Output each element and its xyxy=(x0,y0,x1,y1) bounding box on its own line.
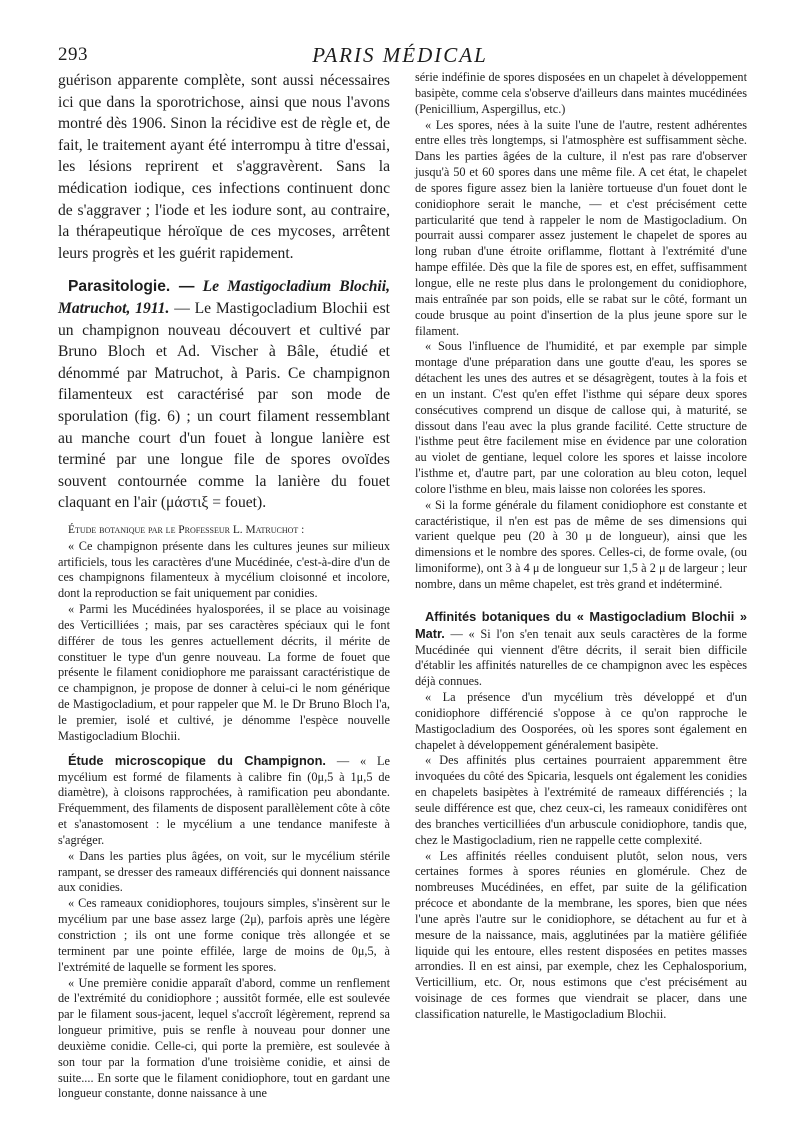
body-paragraph: « Des affinités plus certaines pourraient apparemment être invoquées du côté des Spicaria, lesquels ont également les conidies en chapelets basipètes à l'extrémité de rameaux différenciés ; la seule différence est que, chez ceux-ci, les rameaux conidifères ont des branches verticilliées d'un arbuscule conidiophore, tandis que, chez le Mastigocladium, rien ne rappelle cette complexité. xyxy=(415,753,747,847)
affinities-label: Affinités botaniques du « Mastigocladium Blochii » Matr. xyxy=(415,608,747,641)
intro-paragraph: guérison apparente complète, sont aussi nécessaires ici que dans la sporotrichose, ainsi que nous l'avons montré dès 1906. Sinon la récidive est de règle et, de fait, le traitement ayant été interrompu à titre d'essai, les lésions reprirent et s'aggravèrent. Sans la médication iodique, ces infections continuent donc de s'aggraver ; l'iode et les iodure sont, au contraire, la thérapeutique héroïque de ces mycoses, arrêtent leurs progrès et les guérit rapidement. xyxy=(58,72,390,262)
botanical-study-label: Étude botanique par le Professeur L. Matruchot : xyxy=(68,523,305,536)
body-paragraph: « Les affinités réelles conduisent plutôt, selon nous, vers certaines formes à spores réunies en glomérule. Chez de nombreuses Mucédinées, en effet, par suite de la gélification précoce et abondante de la membrane, les spores, bien que nées l'une après l'autre sur le conidiophore, se détachent au fur et à mesure de la naissance, mais, agglutinées par la matière gélifiée liquide qui les entoure, elles restent disposées en petites masses arrondies. Il en est ainsi, par exemple, chez les Cephalosporium, Verticillium, etc. Or, nous estimons que c'est précisément au voisinage de ces formes que viendrait se placer, dans une classification naturelle, le Mastigocladium Blochii. xyxy=(415,848,747,1021)
microscopic-study-paragraph xyxy=(58,753,390,849)
section-heading xyxy=(58,276,390,514)
affinities-text: — « Si l'on s'en tenait aux seuls caractères de la forme Mucédinée qui viennent d'être décrits, il serait bien difficile d'établir les affinités naturelles de ce champignon avec les espèces déjà connues. xyxy=(415,626,747,689)
body-paragraph: « Les spores, nées à la suite l'une de l'autre, restent adhérentes entre elles très longtemps, si l'atmosphère est suffisamment sèche. Dans les parties âgées de la culture, il n'est pas rare d'observer jusqu'à 50 et 60 spores dans une même file. A cet état, le chapelet de spores figure assez bien la lanière tortueuse d'un fouet dont le conidiophore serait le manche, — et c'est précisément cette particularité que tend à rappeler le nom de Mastigocladium. On pourrait aussi comparer assez justement le chapelet de spores au long ruban d'une étroite oriflamme, flottant à l'extrémité d'une hampe effilée. Dès que la file de spores est, en effet, suffisamment longue, elle ne reste plus dans le prolongement du conidiophore, mais entraînée par son poids, elle se rabat sur le côté, formant un coude brusque au point d'insertion de la plus jeune spore sur le filament. xyxy=(415,117,747,338)
body-paragraph: « Sous l'influence de l'humidité, et par exemple par simple montage d'une préparation dans une goutte d'eau, les spores se détachent les unes des autres et se désagrègent, toutes à la fois et en un instant. C'est qu'en effet l'isthme qui sépare deux spores consécutives comprend un disque de callose qui, à maturité, se dissout dans l'eau avec la plus grande facilité. Cette structure de l'isthme peut être facilement mise en évidence par une coloration au violet de gentiane, lequel colore les spores et laisse incolore l'isthme et, d'autre part, par une coloration au bleu coton, lequel colore l'isthme en bleu, mais laisse non colorées les spores. xyxy=(415,339,747,496)
body-paragraph: « Ces rameaux conidiophores, toujours simples, s'insèrent sur le mycélium par une base assez large (2μ), parfois après une légère constriction ; ils ont une forme conique très allongée et se terminent par une pointe effilée, large de moins de 0μ,5, à l'extrémité de laquelle se forment les spores. xyxy=(58,896,390,974)
journal-title: PARIS MÉDICAL xyxy=(312,43,488,67)
botanical-study-heading xyxy=(58,522,390,539)
body-paragraph: « La présence d'un mycélium très développé et d'un conidiophore différencié s'oppose à ce qu'on rapproche le Mastigocladium des Oosporées, où les spores sont également en chapelet à développement généralement basipète. xyxy=(415,690,747,752)
body-paragraph: « Dans les parties plus âgées, on voit, sur le mycélium stérile rampant, se dresser des rameaux différenciés qui donnent naissance aux conidies. xyxy=(58,848,391,895)
section-title: Le Mastigocladium Blochii, Matruchot, 1911. xyxy=(58,278,390,317)
body-paragraph: « Parmi les Mucédinées hyalosporées, il se place au voisinage des Verticilliées ; mais, par ses caractères spéciaux qui le font différer de tous les genres actuellement décrits, il mérite de constituer le type d'un genre nouveau. La forme de fouet que présente le filament conidiophore me paraissant caractéristique de ce champignon, je propose de donner à celui-ci le nom générique de Mastigocladium, et pour rappeler que M. le Dr Bruno Bloch l'a, le premier, isolé et cultivé, je dénomme l'espèce nouvelle Mastigocladium Blochii. xyxy=(58,602,390,743)
left-column xyxy=(58,70,390,1102)
right-column xyxy=(415,70,747,1023)
microscopic-study-label: Étude microscopique du Champignon. xyxy=(68,752,326,768)
body-paragraph: série indéfinie de spores disposées en un chapelet à développement basipète, comme cela s'observe d'ailleurs dans maintes mucédinées (Penicillium, Aspergillus, etc.) xyxy=(415,70,747,116)
affinities-paragraph xyxy=(415,609,747,690)
body-paragraph: « Ce champignon présente dans les cultures jeunes sur milieux artificiels, tous les caractères d'une Mucédinée, c'est-à-dire d'un de ces champignons filamenteux à mycélium cloisonné et incolore, dont la reproduction se fait uniquement par conidies. xyxy=(58,538,390,601)
section-body: — Le Mastigocladium Blochii est un champignon nouveau découvert et cultivé par Bruno Bloch et Ad. Vischer à Bâle, étudié et dénommé par Matruchot, à Paris. Ce champignon filamenteux est caractérisé par son mode de sporulation (fig. 6) ; un court filament ressemblant au manche court d'un fouet à longue lanière est terminé par une longue file de spores ovoïdes souvent contournée comme la lanière du fouet claquant en l'air (μάστιξ = fouet). xyxy=(58,299,390,512)
page-number: 293 xyxy=(58,44,88,65)
body-paragraph: « Si la forme générale du filament conidiophore est constante et caractéristique, il n'en est pas de même de ses dimensions qui varient quelque peu (20 à 30 μ de longueur), ainsi que les dimensions et le nombre des spores. Celles-ci, de forme ovale, (ou limoniforme), ont 3 à 4 μ de longueur sur 1,5 à 2 μ de largeur ; leur nombre, dans un même chapelet, est très grand et indéterminé. xyxy=(415,497,747,591)
microscopic-study-text: — « Le mycélium est formé de filaments à calibre fin (0μ,5 à 1μ,5 de diamètre), à cloisons rapprochées, à ramification peu abondante. Fréquemment, des filaments de disposent parallèlement côte à côte et s'anastomosent : le mycélium a une tendance manifeste à s'agréger. xyxy=(58,753,391,847)
section-label: Parasitologie. — xyxy=(68,278,195,296)
body-paragraph: « Une première conidie apparaît d'abord, comme un renflement de l'extrémité du conidiophore ; aussitôt formée, elle est soulevée par le filament sous-jacent, lequel s'accroît légèrement, reprend sa longueur primitive, puis se renfle à nouveau pour donner une deuxième conidie. Celle-ci, qui porte la première, est soulevée à son tour par la formation d'une troisième conidie, et ainsi de suite.... En sorte que le filament conidiophore, tout en gardant une longueur constante, donne naissance à une xyxy=(58,975,390,1101)
